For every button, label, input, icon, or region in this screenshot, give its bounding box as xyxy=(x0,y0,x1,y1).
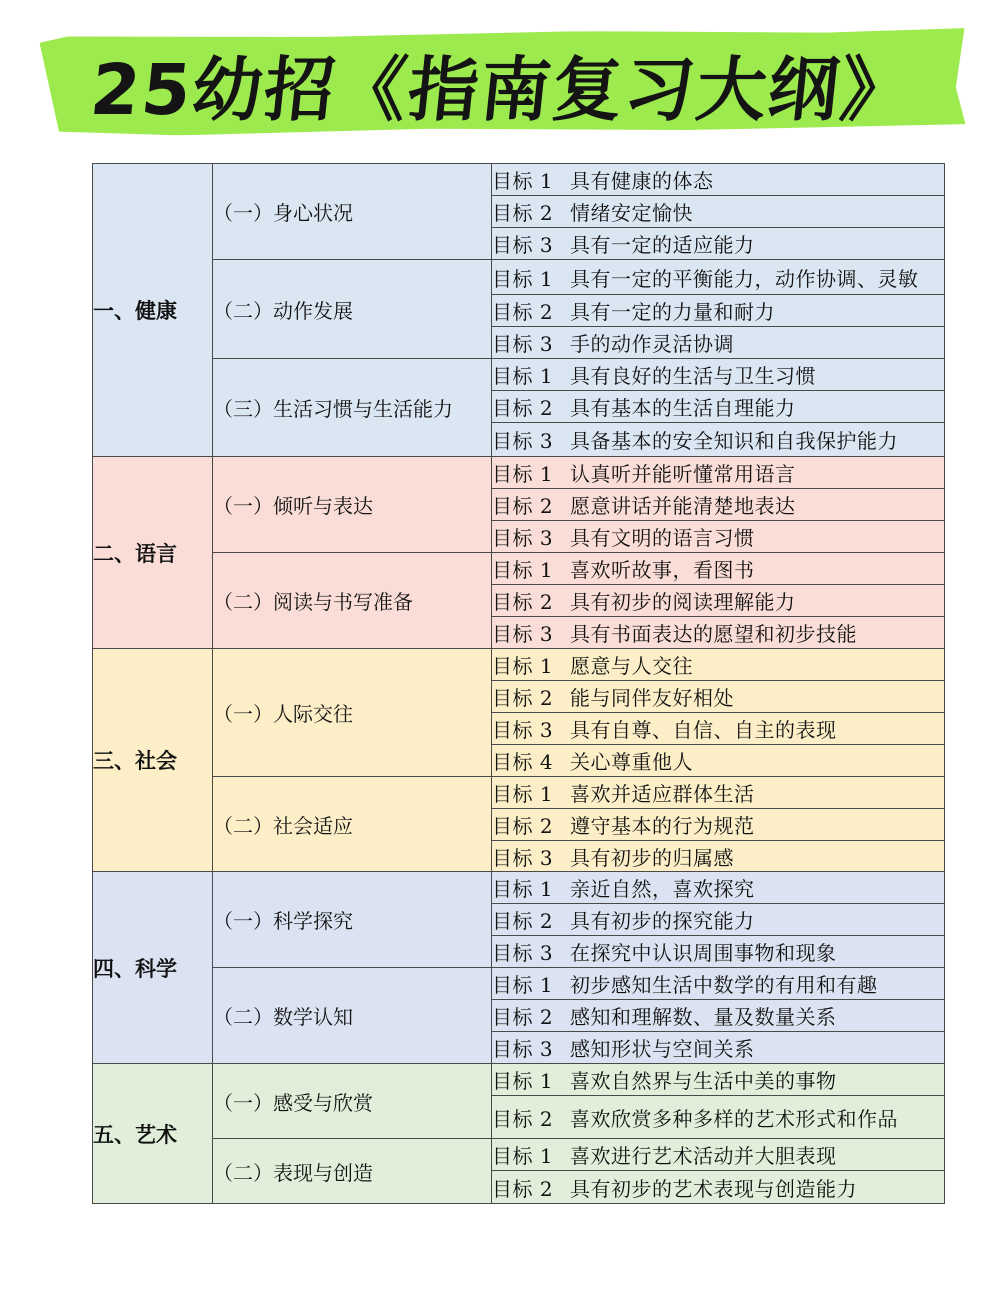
domain-language: 二、语言 xyxy=(93,457,213,649)
goal-item xyxy=(492,1064,945,1096)
page-title: 25幼招《指南复习大纲》 xyxy=(86,48,917,131)
goal-text: 亲近自然，喜欢探究 xyxy=(570,877,755,901)
goal-text: 具有初步的归属感 xyxy=(570,845,734,870)
goal-item xyxy=(492,936,945,968)
goal-text: 喜欢听故事，看图书 xyxy=(570,558,755,582)
goal-item xyxy=(492,617,945,649)
goal-item xyxy=(492,327,945,359)
goal-label: 目标 2 xyxy=(492,1106,554,1131)
goal-text: 感知和理解数、量及数量关系 xyxy=(570,1005,837,1029)
goal-label: 目标 1 xyxy=(492,1144,554,1168)
goal-label: 目标 1 xyxy=(492,1069,554,1093)
sub-domain: （一）人际交往 xyxy=(213,649,492,777)
table-row xyxy=(93,872,945,904)
goal-item xyxy=(492,841,945,872)
goal-text: 具有书面表达的愿望和初步技能 xyxy=(570,622,857,646)
goal-label: 目标 2 xyxy=(492,814,554,838)
goal-label: 目标 1 xyxy=(492,558,554,582)
goal-item xyxy=(492,295,945,327)
sub-domain: （三）生活习惯与生活能力 xyxy=(213,359,492,457)
goal-label: 目标 2 xyxy=(492,909,554,933)
table-row xyxy=(93,164,945,196)
goal-item xyxy=(492,359,945,391)
sub-domain: （二）阅读与书写准备 xyxy=(213,553,492,649)
domain-social: 三、社会 xyxy=(93,649,213,872)
goal-text: 具有初步的艺术表现与创造能力 xyxy=(570,1176,857,1201)
goal-item xyxy=(492,457,945,489)
goal-label: 目标 1 xyxy=(492,364,554,388)
goal-item xyxy=(492,260,945,295)
goal-text: 具有初步的探究能力 xyxy=(570,909,755,933)
goal-text: 认真听并能听懂常用语言 xyxy=(570,462,796,486)
goal-label: 目标 2 xyxy=(492,494,554,518)
goal-item xyxy=(492,1000,945,1032)
goal-text: 具有一定的平衡能力，动作协调、灵敏 xyxy=(570,266,919,291)
goal-text: 喜欢自然界与生活中美的事物 xyxy=(570,1069,837,1093)
goal-label: 目标 3 xyxy=(492,233,554,257)
sub-domain: （一）感受与欣赏 xyxy=(213,1064,492,1139)
goal-item xyxy=(492,1032,945,1064)
goal-item xyxy=(492,164,945,196)
goal-label: 目标 2 xyxy=(492,396,554,420)
goal-item xyxy=(492,1139,945,1171)
goal-text: 具有初步的阅读理解能力 xyxy=(570,590,796,614)
goal-item xyxy=(492,681,945,713)
goal-text: 喜欢并适应群体生活 xyxy=(570,782,755,806)
goal-text: 能与同伴友好相处 xyxy=(570,686,734,710)
goal-text: 喜欢进行艺术活动并大胆表现 xyxy=(570,1144,837,1168)
goal-item xyxy=(492,1171,945,1204)
table-row xyxy=(93,777,945,809)
table-row xyxy=(93,359,945,391)
goal-item xyxy=(492,521,945,553)
goal-text: 手的动作灵活协调 xyxy=(570,332,734,356)
goal-text: 具有良好的生活与卫生习惯 xyxy=(570,364,816,388)
goal-text: 喜欢欣赏多种多样的艺术形式和作品 xyxy=(570,1106,898,1131)
goal-text: 初步感知生活中数学的有用和有趣 xyxy=(570,973,878,997)
table-row xyxy=(93,553,945,585)
goal-label: 目标 3 xyxy=(492,622,554,646)
goal-item xyxy=(492,904,945,936)
goal-item xyxy=(492,968,945,1000)
goal-item xyxy=(492,649,945,681)
goal-label: 目标 4 xyxy=(492,750,554,774)
goal-item xyxy=(492,423,945,457)
sub-domain: （一）身心状况 xyxy=(213,164,492,260)
goal-text: 在探究中认识周围事物和现象 xyxy=(570,941,837,965)
goal-label: 目标 2 xyxy=(492,590,554,614)
sub-domain: （一）科学探究 xyxy=(213,872,492,968)
goal-label: 目标 1 xyxy=(492,654,554,678)
goal-item xyxy=(492,777,945,809)
goal-text: 情绪安定愉快 xyxy=(570,201,693,225)
domain-art: 五、艺术 xyxy=(93,1064,213,1204)
table-row xyxy=(93,968,945,1000)
goal-item xyxy=(492,585,945,617)
goal-label: 目标 2 xyxy=(492,201,554,225)
domain-health: 一、健康 xyxy=(93,164,213,457)
sub-domain: （二）社会适应 xyxy=(213,777,492,872)
goal-text: 具有健康的体态 xyxy=(570,169,714,193)
goal-text: 具有文明的语言习惯 xyxy=(570,526,755,550)
goal-item xyxy=(492,391,945,423)
goal-item xyxy=(492,809,945,841)
outline-table xyxy=(92,163,945,1204)
goal-text: 具有一定的适应能力 xyxy=(570,233,755,257)
goal-label: 目标 3 xyxy=(492,845,554,870)
goal-item xyxy=(492,553,945,585)
table-row xyxy=(93,649,945,681)
goal-label: 目标 2 xyxy=(492,686,554,710)
domain-science: 四、科学 xyxy=(93,872,213,1064)
goal-label: 目标 2 xyxy=(492,300,554,324)
goal-item xyxy=(492,745,945,777)
goal-label: 目标 1 xyxy=(492,877,554,901)
goal-text: 具备基本的安全知识和自我保护能力 xyxy=(570,429,898,453)
goal-text: 关心尊重他人 xyxy=(570,750,693,774)
goal-label: 目标 1 xyxy=(492,462,554,486)
goal-label: 目标 2 xyxy=(492,1176,554,1201)
table-row xyxy=(93,1139,945,1171)
goal-label: 目标 3 xyxy=(492,718,554,742)
goal-label: 目标 3 xyxy=(492,429,554,453)
goal-item xyxy=(492,228,945,260)
goal-label: 目标 2 xyxy=(492,1005,554,1029)
goal-item xyxy=(492,1096,945,1139)
goal-label: 目标 1 xyxy=(492,973,554,997)
goal-item xyxy=(492,196,945,228)
goal-label: 目标 3 xyxy=(492,941,554,965)
goal-text: 具有一定的力量和耐力 xyxy=(570,300,775,324)
table-row xyxy=(93,457,945,489)
goal-item xyxy=(492,872,945,904)
goal-text: 具有自尊、自信、自主的表现 xyxy=(570,718,837,742)
table-row xyxy=(93,1064,945,1096)
goal-label: 目标 1 xyxy=(492,782,554,806)
goal-label: 目标 3 xyxy=(492,332,554,356)
table-row xyxy=(93,260,945,295)
goal-label: 目标 3 xyxy=(492,1037,554,1061)
goal-text: 具有基本的生活自理能力 xyxy=(570,396,796,420)
goal-text: 愿意讲话并能清楚地表达 xyxy=(570,494,796,518)
goal-text: 遵守基本的行为规范 xyxy=(570,814,755,838)
goal-item xyxy=(492,489,945,521)
sub-domain: （二）动作发展 xyxy=(213,260,492,359)
goal-label: 目标 3 xyxy=(492,526,554,550)
sub-domain: （二）表现与创造 xyxy=(213,1139,492,1204)
goal-text: 愿意与人交往 xyxy=(570,654,693,678)
goal-text: 感知形状与空间关系 xyxy=(570,1037,755,1061)
sub-domain: （二）数学认知 xyxy=(213,968,492,1064)
goal-label: 目标 1 xyxy=(492,169,554,193)
goal-label: 目标 1 xyxy=(492,266,554,291)
sub-domain: （一）倾听与表达 xyxy=(213,457,492,553)
goal-item xyxy=(492,713,945,745)
